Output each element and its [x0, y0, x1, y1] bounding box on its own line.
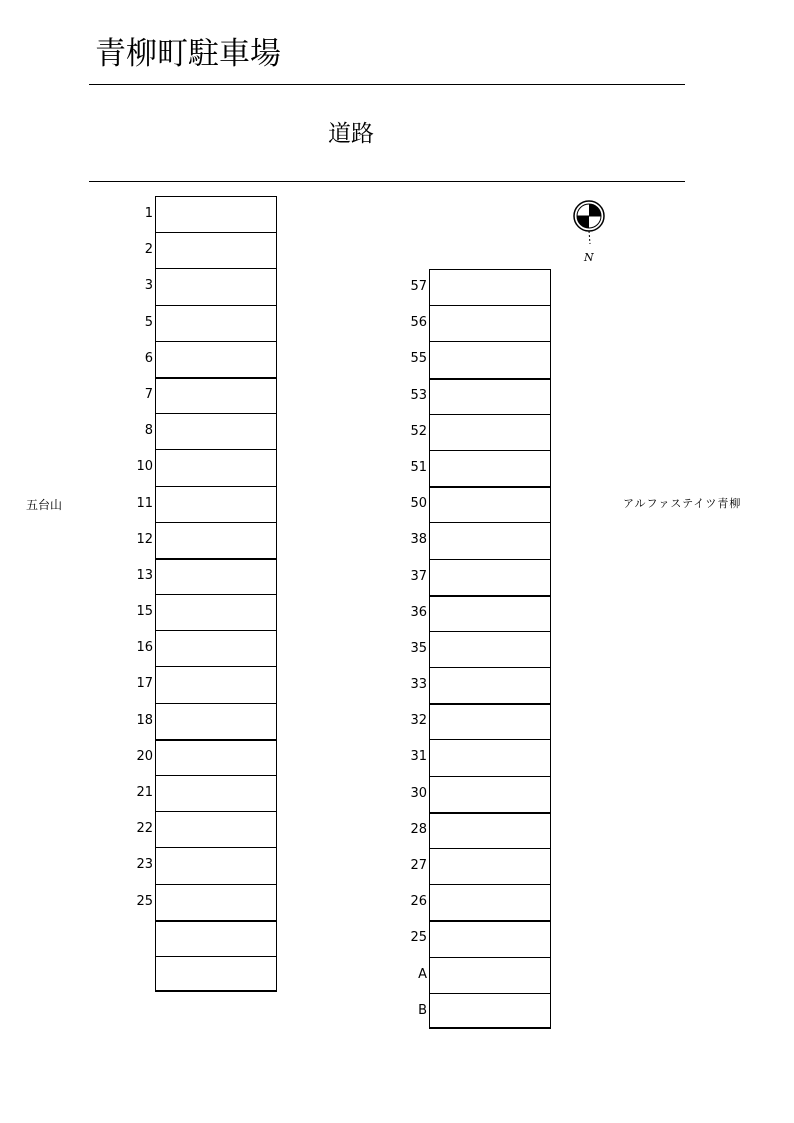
parking-space-box — [155, 232, 277, 268]
north-compass-icon — [568, 198, 612, 272]
parking-space-box — [429, 884, 551, 920]
parking-space-number: 8 — [144, 423, 153, 439]
parking-space-number: 26 — [410, 894, 427, 910]
parking-space-number: 36 — [410, 604, 427, 620]
parking-space-box — [429, 920, 551, 956]
parking-space-box — [429, 341, 551, 377]
parking-space-box — [429, 522, 551, 558]
parking-space-box — [429, 703, 551, 739]
parking-space-number: 53 — [410, 387, 427, 403]
parking-space-box — [155, 268, 277, 304]
left-neighbor-label: 五台山 — [26, 498, 63, 512]
parking-space-box — [155, 775, 277, 811]
parking-space-box — [155, 739, 277, 775]
parking-space-box — [155, 196, 277, 232]
parking-space-box — [155, 884, 277, 920]
parking-space-box — [155, 449, 277, 485]
parking-space-number: 25 — [410, 930, 427, 946]
parking-space-number: 27 — [410, 858, 427, 873]
parking-space-number: 23 — [136, 857, 153, 873]
parking-space-number: 5 — [144, 314, 153, 330]
parking-space-number: 10 — [136, 459, 153, 475]
parking-space-box — [429, 812, 551, 848]
parking-space-box — [429, 559, 551, 595]
parking-space-box — [429, 848, 551, 884]
parking-space-box — [155, 377, 277, 413]
parking-space-number: 1 — [144, 206, 153, 221]
parking-space-box — [155, 594, 277, 630]
parking-space-box — [429, 739, 551, 775]
parking-space-number: 6 — [144, 350, 153, 366]
parking-space-number: 21 — [136, 785, 153, 800]
parking-space-box — [155, 956, 277, 992]
parking-space-number: 3 — [144, 278, 153, 294]
parking-space-number: 33 — [410, 677, 427, 693]
parking-space-box — [155, 305, 277, 341]
parking-space-box — [429, 414, 551, 450]
parking-space-number: 22 — [136, 821, 153, 837]
parking-space-number: 13 — [136, 567, 153, 583]
parking-space-number: B — [418, 1002, 427, 1018]
parking-space-box — [429, 595, 551, 631]
parking-space-box — [155, 413, 277, 449]
parking-space-number: 11 — [136, 495, 153, 511]
parking-space-number: 30 — [410, 785, 427, 801]
parking-space-number: 28 — [410, 821, 427, 837]
parking-space-box — [429, 305, 551, 341]
parking-space-box — [155, 811, 277, 847]
parking-space-number: 35 — [410, 640, 427, 656]
parking-space-number: 50 — [410, 496, 427, 512]
parking-space-box — [155, 341, 277, 377]
parking-space-number: 52 — [410, 423, 427, 439]
parking-space-number: A — [418, 966, 427, 982]
parking-space-box — [155, 558, 277, 594]
parking-space-number: 31 — [410, 749, 427, 765]
parking-space-box — [155, 703, 277, 739]
parking-space-box — [429, 667, 551, 703]
compass-letter: N — [584, 251, 594, 264]
road-bottom-line — [89, 181, 685, 182]
parking-space-number: 51 — [410, 459, 427, 475]
parking-space-number: 16 — [136, 640, 153, 656]
road-top-line — [89, 84, 685, 85]
parking-space-box — [155, 847, 277, 883]
parking-space-number: 32 — [410, 713, 427, 729]
right-neighbor-label: アルファステイツ青柳 — [623, 497, 742, 510]
parking-space-number: 57 — [410, 279, 427, 294]
parking-space-box — [429, 993, 551, 1029]
parking-space-box — [429, 776, 551, 812]
parking-space-number: 15 — [136, 604, 153, 620]
parking-space-box — [155, 666, 277, 702]
parking-space-number: 55 — [410, 351, 427, 367]
parking-space-box — [155, 486, 277, 522]
parking-space-number: 18 — [136, 712, 153, 728]
parking-space-number: 17 — [136, 676, 153, 692]
parking-space-number: 37 — [410, 568, 427, 584]
road-label: 道路 — [328, 121, 374, 147]
parking-space-number: 2 — [144, 242, 153, 258]
parking-space-box — [429, 378, 551, 414]
parking-space-box — [155, 630, 277, 666]
parking-space-box — [429, 450, 551, 486]
parking-space-box — [429, 269, 551, 305]
parking-space-number: 7 — [144, 386, 153, 402]
parking-space-box — [155, 920, 277, 956]
parking-space-number: 38 — [410, 532, 427, 548]
parking-space-box — [429, 957, 551, 993]
parking-space-number: 20 — [136, 748, 153, 764]
parking-space-box — [155, 522, 277, 558]
parking-space-box — [429, 486, 551, 522]
page-title: 青柳町駐車場 — [95, 36, 281, 72]
parking-space-number: 56 — [410, 315, 427, 331]
parking-space-box — [429, 631, 551, 667]
parking-space-number: 12 — [136, 531, 153, 547]
parking-space-number: 25 — [136, 893, 153, 909]
